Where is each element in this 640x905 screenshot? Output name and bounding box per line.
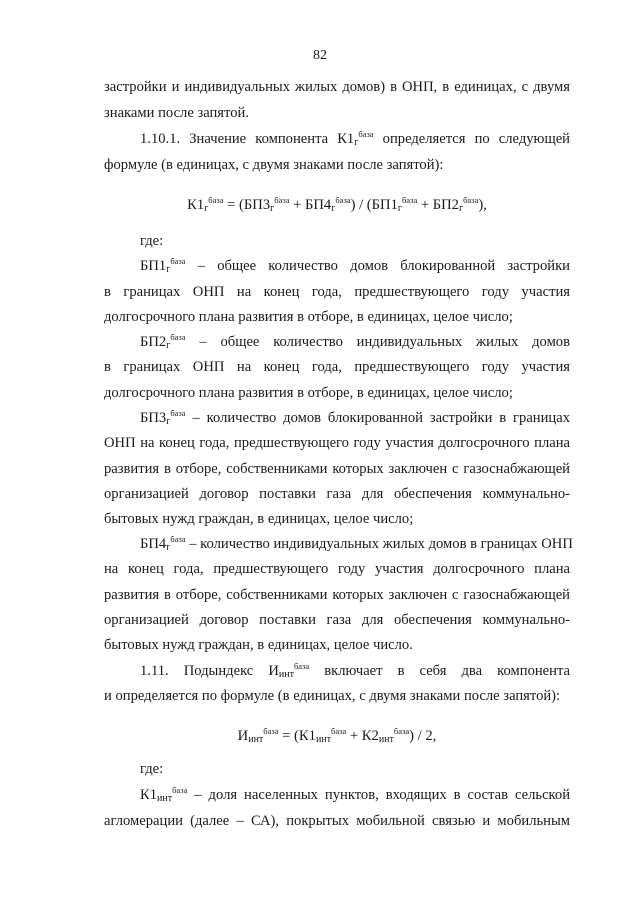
text-line: развития в отборе, собственниками которых заключен с газоснабжающей — [104, 587, 570, 603]
where-label: где: — [140, 761, 164, 777]
text-line: формуле (в единицах, с двумя знаками после запятой): — [104, 157, 444, 173]
bp3-definition: $БП3_г^{база}$ – количество домов блокированной застройки в границах — [140, 408, 570, 427]
bp2-definition: $БП2_г^{база}$ – общее количество индивидуальных жилых домов — [140, 332, 570, 351]
text-line: ОНП на конец года, предшествующего году участия долгосрочного плана — [104, 435, 570, 451]
text-line: и определяется по формуле (в единицах, с двумя знаками после запятой): — [104, 688, 561, 704]
text-line: развития в отборе, собственниками которых заключен с газоснабжающей — [104, 461, 570, 477]
text-line: организацией договор поставки газа для обеспечения коммунально- — [104, 612, 570, 628]
bp1-definition: $БП1_г^{база}$ – общее количество домов блокированной застройки — [140, 256, 570, 275]
text-line: в границах ОНП на конец года, предшествующего году участия — [104, 284, 570, 300]
section-1-10-1-line: 1.10.1. Значение компонента $К1_г^{база}$ определяется по следующей — [140, 129, 570, 148]
text-line: знаками после запятой. — [104, 105, 249, 121]
page-number: 82 — [313, 48, 327, 63]
text-line: на конец года, предшествующего году участия долгосрочного плана — [104, 561, 570, 577]
where-label: где: — [140, 233, 164, 249]
k1int-definition: $К1_{инт}^{база}$ – доля населенных пунктов, входящих в состав сельской — [140, 785, 570, 804]
text-line: бытовых нужд граждан, в единицах, целое число. — [104, 637, 413, 653]
section-1-11-line: 1.11. Подындекс $И_{инт}^{база}$ включает в себя два компонента — [140, 661, 571, 680]
bp4-definition: $БП4_г^{база}$ – количество индивидуальных жилых домов в границах ОНП — [140, 534, 573, 553]
text-line: долгосрочного плана развития в отборе, в единицах, целое число; — [104, 309, 513, 325]
text-line: застройки и индивидуальных жилых домов) в ОНП, в единицах, с двумя — [104, 79, 570, 95]
formula-k1g: $К1_г^{база} = (БП3_г^{база} + БП4_г^{база}) / (БП1_г^{база} + БП2_г^{база})$, — [187, 195, 487, 214]
text-line: в границах ОНП на конец года, предшествующего году участия — [104, 359, 570, 375]
text-line: бытовых нужд граждан, в единицах, целое число; — [104, 511, 414, 527]
text-line: организацией договор поставки газа для обеспечения коммунально- — [104, 486, 570, 502]
text-line: агломерации (далее – СА), покрытых мобильной связью и мобильным — [104, 813, 570, 829]
text-line: долгосрочного плана развития в отборе, в единицах, целое число; — [104, 385, 513, 401]
formula-iint: $И_{инт}^{база} = (К1_{инт}^{база} + К2_{инт}^{база}) / 2$, — [237, 726, 437, 745]
